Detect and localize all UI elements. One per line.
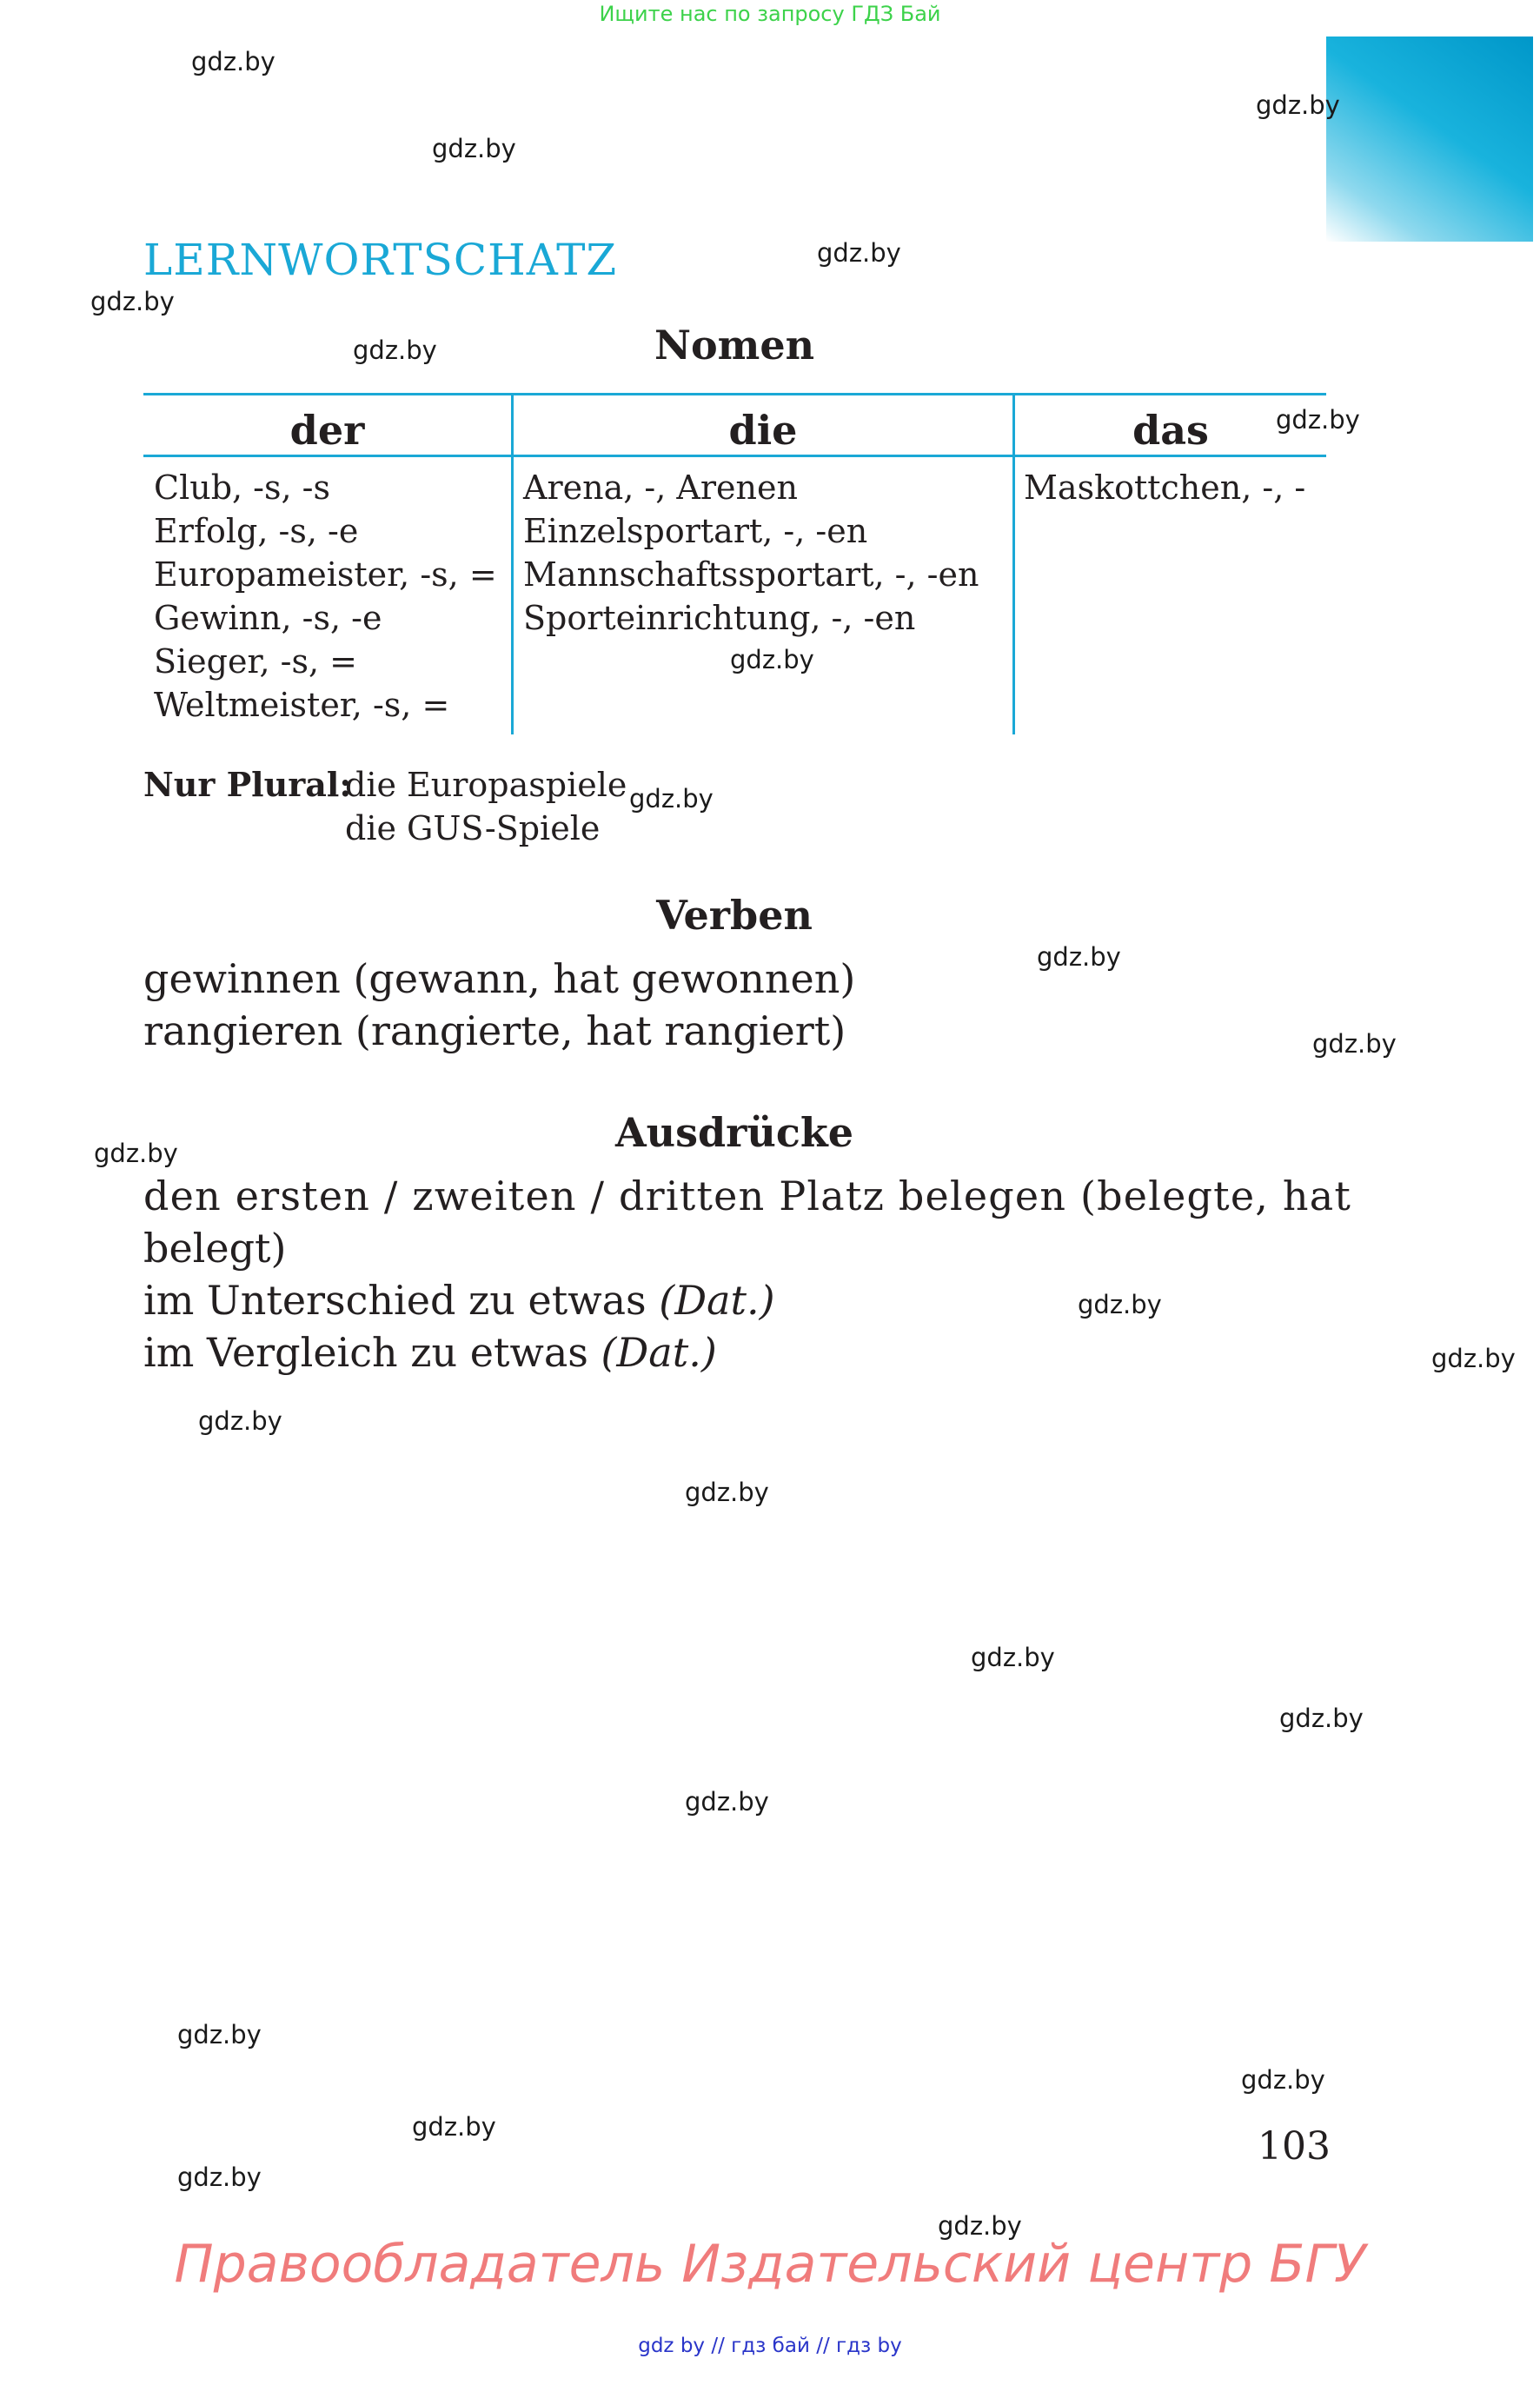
list-item: Club, -s, -s [154,468,331,507]
list-item: Maskottchen, -, - [1024,468,1306,507]
phrase-text: im Vergleich zu etwas [143,1329,601,1376]
list-item: den ersten / zweiten / dritten Platz belegen (belegte, hat [143,1173,1352,1219]
table-header-border [143,455,1326,457]
watermark: gdz.by [432,134,516,163]
case-note: (Dat.) [601,1329,717,1376]
list-item [143,1274,1351,1326]
list-item: die GUS-Spiele [345,809,601,847]
watermark: gdz.by [971,1643,1055,1672]
watermark: gdz.by [1241,2065,1325,2095]
verben-list [143,953,855,1057]
watermark: gdz.by [1276,405,1360,435]
watermark: gdz.by [730,645,814,674]
column-das [1024,466,1305,509]
header-der: der [289,407,365,454]
list-item: Europameister, -s, = [154,555,497,594]
watermark: gdz.by [198,1406,282,1436]
column-die [523,466,979,640]
footer-links: gdz by // гдз бай // гдз by [638,2335,902,2357]
rights-notice: Правообладатель Издательский центр БГУ [174,2234,1366,2295]
page-number: 103 [1258,2124,1331,2169]
list-item: Weltmeister, -s, = [154,686,450,724]
watermark: gdz.by [412,2112,496,2142]
nomen-table [143,393,1326,734]
watermark: gdz.by [629,784,714,814]
list-item: Erfolg, -s, -e [154,512,359,550]
list-item: Gewinn, -s, -e [154,599,382,637]
corner-decoration [1326,37,1533,242]
list-item: Mannschaftssportart, -, -en [523,555,979,594]
header-das: das [1132,407,1209,454]
watermark: gdz.by [353,335,437,365]
watermark: gdz.by [90,287,175,316]
watermark: gdz.by [817,238,901,268]
list-item: die Europaspiele [345,766,627,804]
list-item: Einzelsportart, -, -en [523,512,868,550]
top-banner: Ищите нас по запросу ГДЗ Бай [599,2,941,26]
watermark: gdz.by [177,2020,262,2050]
watermark: gdz.by [1256,90,1340,120]
header-die: die [728,407,798,454]
watermark: gdz.by [177,2162,262,2192]
verben-heading: Verben [656,892,813,939]
watermark: gdz.by [685,1478,769,1507]
watermark: gdz.by [938,2211,1022,2241]
ausdruecke-heading: Ausdrücke [614,1109,854,1156]
list-item: gewinnen (gewann, hat gewonnen) [143,955,856,1002]
section-title: LERNWORTSCHATZ [143,235,618,285]
watermark: gdz.by [1279,1704,1364,1733]
watermark: gdz.by [1431,1344,1516,1373]
column-der [154,466,497,727]
watermark: gdz.by [1037,942,1121,972]
nomen-heading: Nomen [654,322,815,369]
case-note: (Dat.) [659,1277,775,1324]
watermark: gdz.by [685,1787,769,1817]
watermark: gdz.by [94,1139,178,1168]
table-top-border [143,393,1326,395]
list-item: belegt) [143,1225,287,1272]
list-item: Sporteinrichtung, -, -en [523,599,916,637]
watermark: gdz.by [1078,1290,1162,1319]
watermark: gdz.by [191,47,275,76]
watermark: gdz.by [1312,1029,1397,1059]
list-item: Arena, -, Arenen [523,468,798,507]
plural-label: Nur Plural: [143,765,352,804]
list-item [143,1326,1351,1379]
plural-list [345,763,627,850]
list-item: rangieren (rangierte, hat rangiert) [143,1007,846,1054]
phrase-text: im Unterschied zu etwas [143,1277,660,1324]
list-item: Sieger, -s, = [154,642,357,681]
ausdruecke-list [143,1170,1351,1379]
